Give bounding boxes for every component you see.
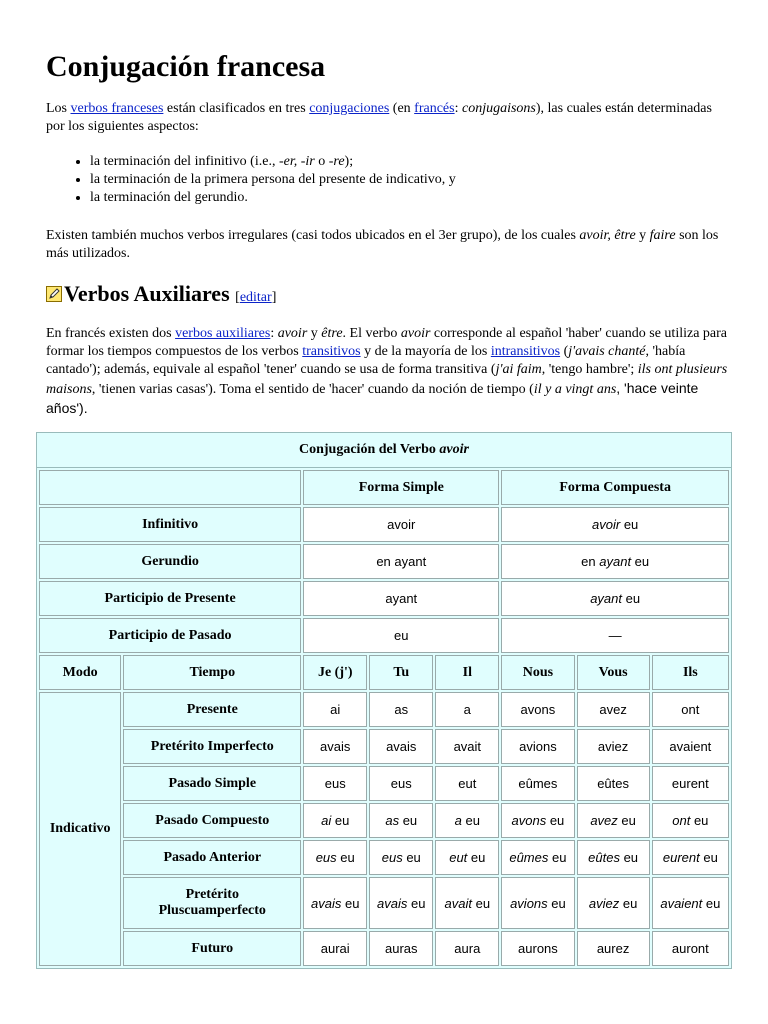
conjugation-cell: avons: [501, 692, 574, 727]
text-italic: aviez: [588, 895, 620, 911]
text-italic: eus: [381, 850, 403, 865]
conjugation-cell: auras: [369, 931, 433, 966]
conjugation-table: [36, 432, 732, 969]
conjugation-cell: a: [435, 692, 499, 727]
list-item: • la terminación del gerundio.: [90, 189, 456, 207]
conjugation-cell: eut eu: [435, 840, 499, 875]
text: :: [454, 101, 462, 116]
conjugation-cell: ont: [652, 692, 729, 727]
conjugation-cell: ont eu: [652, 803, 729, 838]
column-header: Il: [435, 655, 499, 690]
text-italic: ai: [321, 813, 332, 828]
conjugation-cell: eus: [303, 766, 367, 801]
aspects-list: [46, 153, 456, 207]
form-compound-value: avoir eu: [501, 507, 729, 542]
text-italic: ils ont plusieurs maisons: [46, 362, 728, 397]
text-italic: -re: [328, 154, 345, 169]
conjugation-cell: aura: [435, 931, 499, 966]
tense-label: Pretérito Imperfecto: [123, 729, 301, 764]
column-header: Ils: [652, 655, 729, 690]
edit-section: [235, 290, 276, 305]
form-compound-value: ayant eu: [501, 581, 729, 616]
section-title: Verbos Auxiliares: [64, 281, 230, 306]
bracket: ]: [271, 290, 277, 305]
text-italic: avais: [377, 895, 408, 911]
conjugation-cell: aviez eu: [577, 877, 650, 929]
link-transitivos[interactable]: transitivos: [302, 344, 361, 359]
text-italic: avaient: [660, 895, 703, 911]
form-simple-value: avoir: [303, 507, 499, 542]
modo-cell: Indicativo: [39, 692, 121, 966]
conjugation-cell: eurent eu: [652, 840, 729, 875]
link-verbos-franceses[interactable]: verbos franceses: [70, 101, 164, 116]
text-italic: eus: [315, 850, 337, 865]
conjugation-cell: as: [369, 692, 433, 727]
forma-compuesta-header: Forma Compuesta: [501, 470, 729, 505]
text-italic: avait: [444, 895, 472, 911]
edit-link[interactable]: editar: [239, 290, 272, 305]
table-row: [39, 507, 729, 542]
tense-label: Pasado Anterior: [123, 840, 301, 875]
conjugation-cell: avais: [303, 729, 367, 764]
tense-label: Presente: [123, 692, 301, 727]
text: , 'tienen varias casas'). Toma el sentido de 'hacer' cuando da noción de tiempo (: [91, 382, 534, 397]
text: y: [635, 228, 650, 243]
conjugation-cell: avions eu: [501, 877, 574, 929]
text: son los más utilizados.: [46, 228, 719, 261]
text: corresponde al español 'haber' cuando se utiliza para formar los tiempos compuestos de los verbos: [46, 326, 728, 359]
conjugation-cell: eus eu: [369, 840, 433, 875]
form-label: Gerundio: [39, 544, 301, 579]
column-header: Modo: [39, 655, 121, 690]
form-simple-value: en ayant: [303, 544, 499, 579]
text-italic: avons: [511, 813, 547, 828]
text-italic: avoir: [277, 326, 308, 341]
text-italic: ont: [672, 813, 691, 828]
conjugation-cell: auront: [652, 931, 729, 966]
link-frances[interactable]: francés: [414, 101, 455, 116]
tense-label-line: Pluscuamperfecto: [158, 903, 266, 918]
table-caption: [36, 432, 732, 467]
text-italic: j'avais chanté: [568, 344, 646, 359]
text: (en: [389, 101, 415, 116]
conjugation-cell: eus: [369, 766, 433, 801]
table-row: [39, 655, 729, 690]
conjugation-cell: avez: [577, 692, 650, 727]
section-heading: [46, 280, 276, 312]
conjugation-cell: aurai: [303, 931, 367, 966]
text: . El verbo: [342, 326, 401, 341]
conjugation-cell: eurent: [652, 766, 729, 801]
form-compound-value: en ayant eu: [501, 544, 729, 579]
conjugation-cell: a eu: [435, 803, 499, 838]
text: están clasificados en tres: [163, 101, 310, 116]
text: , 'hace veinte años').: [46, 380, 699, 416]
tense-label: Pasado Simple: [123, 766, 301, 801]
conjugation-cell: avons eu: [501, 803, 574, 838]
table-row: [39, 766, 729, 801]
list-item: [90, 153, 456, 171]
column-header: Vous: [577, 655, 650, 690]
column-header: Je (j'): [303, 655, 367, 690]
link-intransitivos[interactable]: intransitivos: [490, 344, 561, 359]
text: , 'tengo hambre';: [541, 362, 638, 377]
text-italic: faire: [649, 228, 676, 243]
tense-label: [123, 877, 301, 929]
conjugation-cell: aurez: [577, 931, 650, 966]
text-italic: ayant: [599, 554, 632, 569]
conjugation-cell: as eu: [369, 803, 433, 838]
form-label: Participio de Presente: [39, 581, 301, 616]
form-simple-value: eu: [303, 618, 499, 653]
forma-simple-header: Forma Simple: [303, 470, 499, 505]
column-header: Tu: [369, 655, 433, 690]
text: o: [314, 154, 329, 169]
table-row: [39, 581, 729, 616]
list-item: • la terminación de la primera persona del presente de indicativo, y: [90, 171, 456, 189]
form-simple-value: ayant: [303, 581, 499, 616]
text-italic: eûmes: [509, 850, 549, 865]
text-italic: il y a vingt ans: [533, 382, 617, 397]
irregular-paragraph: [46, 227, 726, 263]
text: y: [307, 326, 322, 341]
table-row: [39, 729, 729, 764]
tense-label: Futuro: [123, 931, 301, 966]
text-italic: a: [454, 813, 462, 828]
text: y de la mayoría de los: [360, 344, 491, 359]
column-header: Nous: [501, 655, 574, 690]
conjugation-cell: avais: [369, 729, 433, 764]
form-label: Infinitivo: [39, 507, 301, 542]
table-body: [39, 470, 729, 966]
conjugation-cell: avait: [435, 729, 499, 764]
conjugation-cell: eut: [435, 766, 499, 801]
conjugation-cell: ai: [303, 692, 367, 727]
table-row: [39, 692, 729, 727]
text: , 'había cantado'); además, equivale al español 'tener' cuando se usa de forma transitiva (: [46, 344, 686, 377]
caption-text: Conjugación del Verbo: [299, 442, 440, 457]
conjugation-cell: ai eu: [303, 803, 367, 838]
text-italic: avais: [311, 895, 342, 911]
caption-verb: avoir: [439, 442, 469, 457]
text-italic: conjugaisons: [461, 101, 536, 116]
bracket: [: [235, 290, 240, 305]
conjugation-cell: eus eu: [303, 840, 367, 875]
tense-label-line: Pretérito: [185, 887, 239, 902]
text-italic: avez: [590, 813, 618, 828]
text-italic: être: [321, 326, 343, 341]
conjugation-cell: avait eu: [435, 877, 499, 929]
conjugation-cell: aurons: [501, 931, 574, 966]
text-italic: ayant: [590, 591, 623, 606]
conjugation-cell: eûmes eu: [501, 840, 574, 875]
conjugation-cell: eûtes eu: [577, 840, 650, 875]
empty-header: [39, 470, 301, 505]
text: (: [560, 344, 569, 359]
table-row: [39, 877, 729, 929]
conjugation-cell: avions: [501, 729, 574, 764]
table-row: [39, 470, 729, 505]
tense-label: Pasado Compuesto: [123, 803, 301, 838]
text: ), las cuales están determinadas por los siguientes aspectos:: [46, 101, 712, 134]
link-verbos-auxiliares[interactable]: verbos auxiliares: [175, 326, 271, 341]
form-compound-value: —: [501, 618, 729, 653]
conjugation-table-wrapper: [36, 432, 732, 969]
page-title: Conjugación francesa: [46, 50, 326, 83]
text: :: [270, 326, 278, 341]
text: En francés existen dos: [46, 326, 176, 341]
conjugation-cell: avais eu: [369, 877, 433, 929]
intro-paragraph: [46, 100, 726, 136]
table-row: [39, 618, 729, 653]
conjugation-cell: eûtes: [577, 766, 650, 801]
text-italic: avions: [510, 895, 548, 911]
text-italic: j'ai faim: [495, 362, 542, 377]
table-row: [39, 840, 729, 875]
conjugation-cell: avais eu: [303, 877, 367, 929]
conjugation-cell: eûmes: [501, 766, 574, 801]
conjugation-cell: avaient eu: [652, 877, 729, 929]
text-italic: avoir, être: [579, 228, 636, 243]
text-italic: eûtes: [588, 850, 620, 865]
text-italic: -er, -ir: [278, 154, 315, 169]
text: la terminación del infinitivo (i.e.,: [90, 154, 279, 169]
conjugation-cell: avaient: [652, 729, 729, 764]
column-header: Tiempo: [123, 655, 301, 690]
edit-pencil-icon[interactable]: [46, 286, 62, 302]
text-italic: avoir: [592, 517, 621, 532]
text-italic: eurent: [662, 850, 700, 865]
conjugation-cell: aviez: [577, 729, 650, 764]
text: Los: [46, 101, 71, 116]
form-label: Participio de Pasado: [39, 618, 301, 653]
table-row: [39, 931, 729, 966]
table-row: [39, 544, 729, 579]
text: );: [344, 154, 354, 169]
link-conjugaciones[interactable]: conjugaciones: [309, 101, 390, 116]
conjugation-cell: avez eu: [577, 803, 650, 838]
table-row: [39, 803, 729, 838]
auxiliares-paragraph: [46, 325, 732, 419]
text-italic: as: [385, 813, 400, 828]
text: Existen también muchos verbos irregulares (casi todos ubicados en el 3er grupo), de los cuales: [46, 228, 580, 243]
text-italic: avoir: [400, 326, 431, 341]
text-italic: eut: [449, 850, 468, 865]
